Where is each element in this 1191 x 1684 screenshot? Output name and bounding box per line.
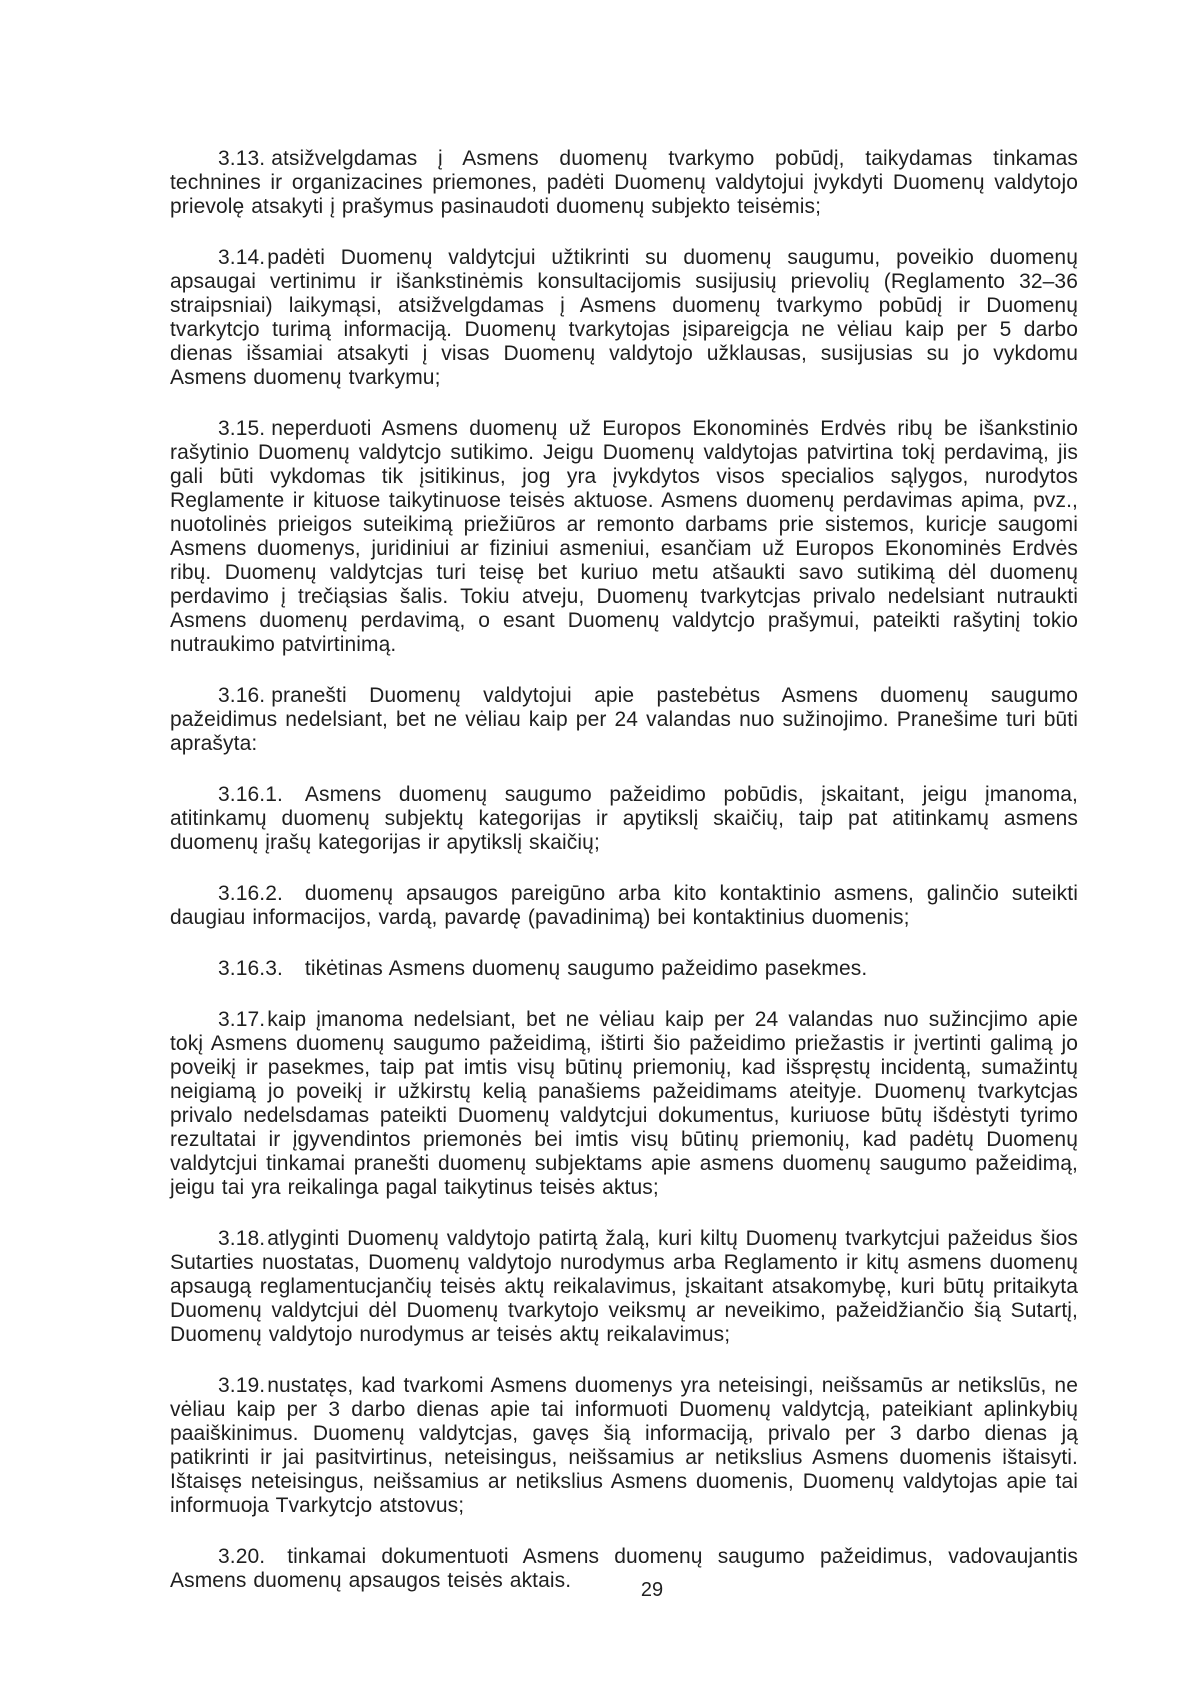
paragraph <box>170 957 1078 981</box>
paragraph-number: 3.13. <box>218 147 266 170</box>
paragraph-number: 3.14. <box>218 246 266 269</box>
paragraph-number: 3.19. <box>218 1374 266 1397</box>
paragraph-text: tikėtinas Asmens duomenų saugumo pažeidimo pasekmes. <box>304 957 868 980</box>
paragraph <box>170 417 1078 657</box>
paragraph-text: atlyginti Duomenų valdytojo patirtą žalą, kuri kiltų Duomenų tvarkytcjui pažeidus šios Sutarties nuostatas, Duomenų valdytojo nurodymus arba Reglamento ir kitų asmens duomenų apsaugą reglamentucjančių teisės aktų reikalavimus, įskaitant atsakomybę, kuri būtų pritaikyta Duomenų valdytcjui dėl Duomenų tvarkytojo veiksmų ar neveikimo, pažeidžiančio šią Sutartį, Duomenų valdytojo nurodymus ar teisės aktų reikalavimus; <box>170 1227 1078 1346</box>
paragraph-number: 3.16.2. <box>218 882 283 905</box>
paragraph-number: 3.20. <box>218 1545 266 1568</box>
paragraph-text: padėti Duomenų valdytcjui užtikrinti su duomenų saugumu, poveikio duomenų apsaugai vertinimu ir išankstinėmis konsultacijomis susijusių prievolių (Reglamento 32–36 straipsniai) laikymąsi, atsižvelgdamas į Asmens duomenų tvarkymo pobūdį ir Duomenų tvarkytcjo turimą informaciją. Duomenų tvarkytojas įsipareigcja ne vėliau kaip per 5 darbo dienas išsamiai atsakyti į visas Duomenų valdytojo užklausas, susijusias su jo vykdomu Asmens duomenų tvarkymu; <box>170 246 1078 389</box>
paragraph-text: pranešti Duomenų valdytojui apie pastebėtus Asmens duomenų saugumo pažeidimus nedelsiant, bet ne vėliau kaip per 24 valandas nuo sužinojimo. Pranešime turi būti aprašyta: <box>170 684 1078 755</box>
paragraph-number: 3.18. <box>218 1227 266 1250</box>
paragraph <box>170 1374 1078 1518</box>
paragraph-text: atsižvelgdamas į Asmens duomenų tvarkymo pobūdį, taikydamas tinkamas technines ir organizacines priemones, padėti Duomenų valdytojui įvykdyti Duomenų valdytojo prievolę atsakyti į prašymus pasinaudoti duomenų subjekto teisėmis; <box>170 147 1078 218</box>
paragraph <box>170 684 1078 756</box>
paragraph-text: neperduoti Asmens duomenų už Europos Ekonominės Erdvės ribų be išankstinio rašytinio Duomenų valdytcjo sutikimo. Jeigu Duomenų valdytojas patvirtina tokį perdavimą, jis gali būti vykdomas tik įsitikinus, jog yra įvykdytos visos specialios sąlygos, nurodytos Reglamente ir kituose taikytinuose teisės aktuose. Asmens duomenų perdavimas apima, pvz., nuotolinės prieigos suteikimą priežiūros ar remonto darbams prie sistemos, kuricje saugomi Asmens duomenys, juridiniui ar fiziniui asmeniui, esančiam už Europos Ekonominės Erdvės ribų. Duomenų valdytcjas turi teisę bet kuriuo metu atšaukti savo sutikimą dėl duomenų perdavimo į trečiąsias šalis. Tokiu atveju, Duomenų tvarkytcjas privalo nedelsiant nutraukti Asmens duomenų perdavimą, o esant Duomenų valdytcjo prašymui, pateikti rašytinį tokio nutraukimo patvirtinimą. <box>170 417 1078 656</box>
paragraph-number: 3.16. <box>218 684 266 707</box>
paragraph-text: tinkamai dokumentuoti Asmens duomenų saugumo pažeidimus, vadovaujantis Asmens duomenų apsaugos teisės aktais. <box>170 1545 1078 1592</box>
paragraph-text: Asmens duomenų saugumo pažeidimo pobūdis, įskaitant, jeigu įmanoma, atitinkamų duomenų subjektų kategorijas ir apytikslį skaičių, taip pat atitinkamų asmens duomenų įrašų kategorijas ir apytikslį skaičių; <box>170 783 1078 854</box>
paragraph <box>170 147 1078 219</box>
paragraph <box>170 882 1078 930</box>
paragraph-number: 3.15. <box>218 417 266 440</box>
paragraph <box>170 1008 1078 1200</box>
paragraph-text: duomenų apsaugos pareigūno arba kito kontaktinio asmens, galinčio suteikti daugiau informacijos, vardą, pavardę (pavadinimą) bei kontaktinius duomenis; <box>170 882 1078 929</box>
paragraph-number: 3.16.1. <box>218 783 283 806</box>
document-body <box>170 147 1078 1593</box>
paragraph <box>170 783 1078 855</box>
page-number: 29 <box>640 1579 664 1601</box>
paragraph-text: nustatęs, kad tvarkomi Asmens duomenys yra neteisingi, neišsamūs ar netikslūs, ne vėliau kaip per 3 darbo dienas apie tai informuoti Duomenų valdytcją, pateikiant aplinkybių paaiškinimus. Duomenų valdytcjas, gavęs šią informaciją, privalo per 3 darbo dienas ją patikrinti ir jai pasitvirtinus, neteisingus, neišsamius ar netikslius Asmens duomenis ištaisyti. Ištaisęs neteisingus, neišsamius ar netikslius Asmens duomenis, Duomenų valdytojas apie tai informuoja Tvarkytcjo atstovus; <box>170 1374 1078 1517</box>
paragraph-number: 3.17. <box>218 1008 266 1031</box>
paragraph <box>170 1227 1078 1347</box>
paragraph-number: 3.16.3. <box>218 957 283 980</box>
paragraph <box>170 1545 1078 1593</box>
paragraph <box>170 246 1078 390</box>
paragraph-text: kaip įmanoma nedelsiant, bet ne vėliau kaip per 24 valandas nuo sužincjimo apie tokį Asmens duomenų saugumo pažeidimą, ištirti šio pažeidimo priežastis ir įvertinti galimą jo poveikį ir pasekmes, taip pat imtis visų būtinų priemonių, kad išspręstų incidentą, sumažintų neigiamą jo poveikį ir užkirstų kelią panašiems pažeidimams ateityje. Duomenų tvarkytcjas privalo nedelsdamas pateikti Duomenų valdytcjui dokumentus, kuriuose būtų išdėstyti tyrimo rezultatai ir įgyvendintos priemonės bei imtis visų būtinų priemonių, kad padėtų Duomenų valdytcjui tinkamai pranešti duomenų subjektams apie asmens duomenų saugumo pažeidimą, jeigu tai yra reikalinga pagal taikytinus teisės aktus; <box>170 1008 1078 1199</box>
